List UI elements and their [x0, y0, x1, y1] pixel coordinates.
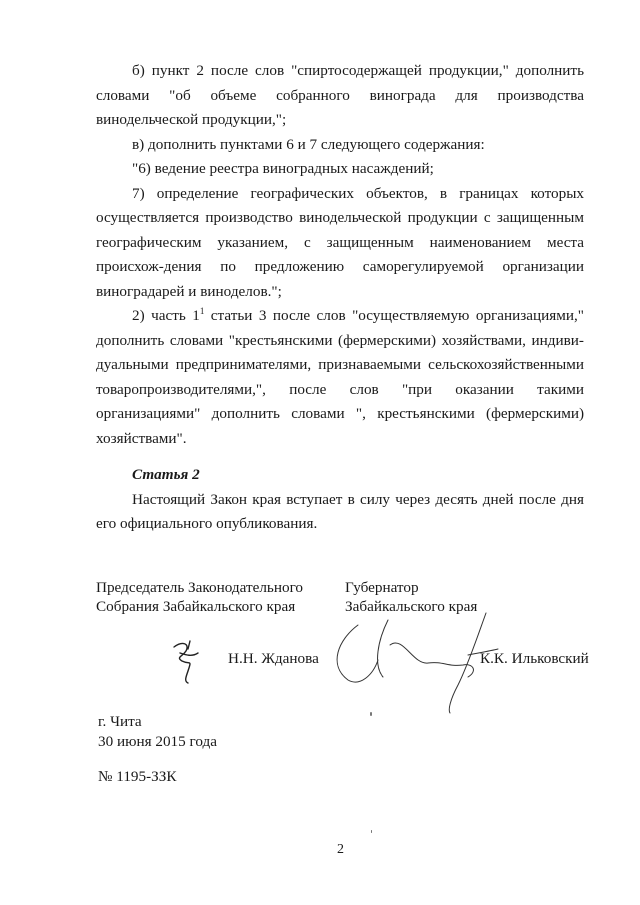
paragraph-part-2-start: 2) часть 1	[132, 307, 200, 324]
signatory-left-title-line2: Собрания Забайкальского края	[96, 598, 296, 615]
signatory-right-name: К.К. Ильковский	[480, 650, 589, 667]
signatory-left-title	[96, 578, 303, 616]
scan-speck	[371, 830, 372, 833]
city: г. Чита	[98, 713, 142, 730]
article-heading: Статья 2	[132, 466, 200, 483]
paragraph-part-2	[96, 304, 584, 451]
signature-left-image	[168, 635, 208, 685]
signatory-right-title-line2: Забайкальского края	[345, 598, 478, 615]
signatory-right-title-line1: Губернатор	[345, 579, 419, 596]
paragraph-v: в) дополнить пунктами 6 и 7 следующего содержания:	[132, 135, 485, 153]
superscript: 1	[199, 306, 205, 316]
page-number: 2	[337, 842, 344, 857]
paragraph-item-6: "6) ведение реестра виноградных насаждений;	[132, 160, 434, 177]
paragraph-item-7: 7) определение географических объектов, в границах которых осуществляется производство винодельческой продукции с защищенным географическим указанием, с защищенным наименованием места происхож-дения по предложению саморегулируемой организации виноградарей и виноделов.";	[96, 184, 584, 300]
place-and-date	[98, 712, 217, 752]
paragraph-b: б) пункт 2 после слов "спиртосодержащей продукции," дополнить словами "об объеме собранного винограда для производства винодельческой продукции,";	[96, 62, 584, 128]
scan-speck	[370, 712, 372, 716]
signatory-left-title-line1: Председатель Законодательного	[96, 579, 304, 596]
article-text: Настоящий Закон края вступает в силу через десять дней после дня его официального опубликования.	[96, 490, 584, 532]
law-number: № 1195-ЗЗК	[98, 768, 177, 785]
signatory-left-name: Н.Н. Жданова	[228, 650, 319, 667]
paragraph-part-2-rest: статьи 3 после слов "осуществляемую организациями," дополнить словами "крестьянскими (фермерскими) хозяйствами, индиви-дуальными предпринимателями, признаваемыми сельскохозяйственными товаропроизводителями,", после слов "при оказании такими организациями" дополнить словами ", крестьянскими (фермерскими) хозяйствами".	[96, 307, 584, 447]
document-body	[96, 59, 584, 537]
date: 30 июня 2015 года	[98, 733, 218, 750]
